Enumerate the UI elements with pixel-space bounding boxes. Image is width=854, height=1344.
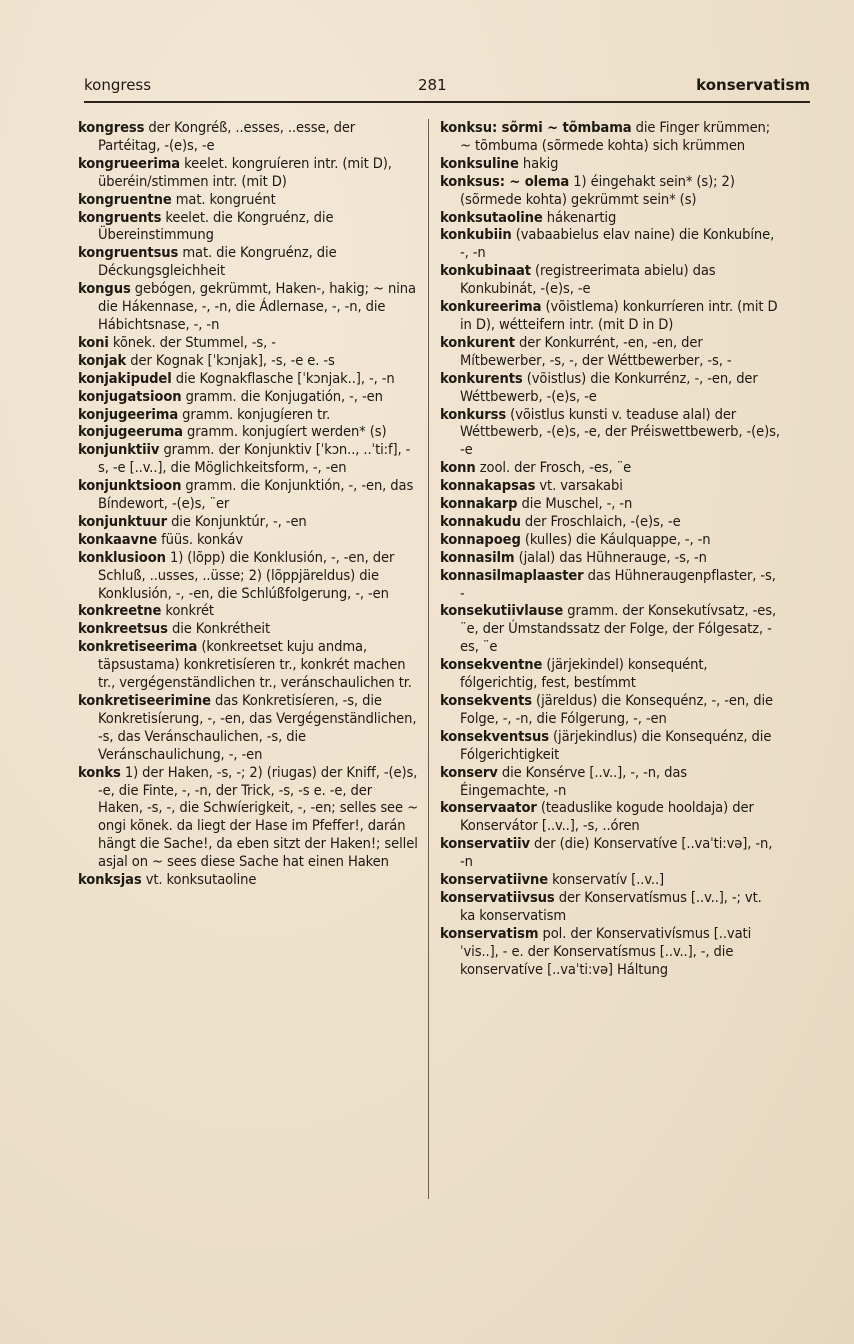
dictionary-entry xyxy=(440,173,780,209)
entry-definition: vt. konksutaoline xyxy=(141,871,257,889)
dictionary-entry xyxy=(78,119,418,155)
entry-headword: kongress xyxy=(78,119,145,136)
entry-headword: konnasilm xyxy=(440,548,515,566)
dictionary-entry xyxy=(440,728,780,764)
entry-headword: konksu: sõrmi ~ tõmbama xyxy=(440,119,632,136)
entry-headword: konsekutiivlause xyxy=(440,602,564,620)
entry-definition: keelet. die Kongruénz, die Übereinstimmung xyxy=(98,208,334,244)
entry-headword: konservatism xyxy=(440,924,539,942)
entry-headword: konjugatsioon xyxy=(78,387,182,405)
entry-headword: konkurss xyxy=(440,405,507,423)
dictionary-entry xyxy=(440,334,780,370)
page-number: 281 xyxy=(418,76,447,94)
dictionary-entry xyxy=(78,764,418,871)
entry-definition: (võistlus kunsti v. teaduse alal) der Wéttbewerb, -(e)s, -e, der Préiswettbewerb, -(e)s, -e xyxy=(460,405,780,459)
entry-headword: konkureerima xyxy=(440,298,542,316)
entry-headword: konn xyxy=(440,459,476,477)
entry-definition: der Konkurrént, -en, -en, der Mítbewerber, -s, -, der Wéttbewerber, -s, - xyxy=(460,333,732,369)
entry-headword: konservatiivne xyxy=(440,871,549,889)
entry-definition: der Kongréß, ..esses, ..esse, der Partéitag, -(e)s, -e xyxy=(98,119,356,154)
entry-headword: konksjas xyxy=(78,871,142,889)
entry-definition: pol. der Konservativísmus [..vatiˈvis..], - e. der Konservatísmus [..v..], -, die konservatíve [..vaˈti:və] Háltung xyxy=(460,924,752,978)
entry-headword: konksuline xyxy=(440,154,519,172)
dictionary-entry xyxy=(440,209,780,227)
entry-headword: konjugeeruma xyxy=(78,423,183,441)
dictionary-entry xyxy=(440,513,780,531)
entry-headword: konkubiin xyxy=(440,226,512,244)
dictionary-entry xyxy=(440,155,780,173)
entry-definition: hakig xyxy=(518,154,559,172)
dictionary-entry xyxy=(78,352,418,370)
dictionary-entry xyxy=(78,620,418,638)
entry-definition: (konkreetset kuju andma, täpsustama) konkretisíeren tr., konkrét machen tr., vergégenständlichen tr., veránschaulichen tr. xyxy=(98,638,412,692)
entry-headword: konkurent xyxy=(440,333,515,351)
entry-headword: konjugeerima xyxy=(78,405,179,423)
entry-headword: konkaavne xyxy=(78,530,158,548)
entry-definition: 1) der Haken, -s, -; 2) (riugas) der Kniff, -(e)s, -e, die Finte, -, -n, der Trick, -s, -s e. -e, der Haken, -s, -, die Schwíerigkeit, -, -en; selles see ~ ongi kõnek. da liegt der Hase im Pfeffer!, darán hängt die Sache!, da eben sitzt der Haken!; sellel asjal on ~ sees diese Sache hat einen Haken xyxy=(98,763,418,871)
dictionary-entry xyxy=(78,334,418,352)
entry-definition: gramm. die Konjugatión, -, -en xyxy=(181,387,383,405)
dictionary-entry xyxy=(440,889,780,925)
entry-definition: die Finger krümmen; ~ tõmbuma (sõrmede kohta) sich krümmen xyxy=(460,119,771,154)
left-column xyxy=(78,119,418,889)
dictionary-entry xyxy=(78,549,418,603)
entry-definition: die Konjunktúr, -, -en xyxy=(167,512,307,530)
dictionary-entry xyxy=(440,871,780,889)
dictionary-entry xyxy=(440,531,780,549)
entry-headword: konnapoeg xyxy=(440,530,521,548)
entry-headword: konsekvents xyxy=(440,692,532,709)
entry-headword: konklusioon xyxy=(78,548,166,566)
entry-definition: die Konsérve [..v..], -, -n, das Éingemachte, -n xyxy=(460,763,688,799)
entry-definition: konkrét xyxy=(161,602,214,620)
header-left-guideword: kongress xyxy=(84,76,152,94)
entry-headword: konnasilmaplaaster xyxy=(440,566,584,584)
dictionary-entry xyxy=(78,871,418,889)
dictionary-entry xyxy=(440,567,780,603)
entry-headword: konks xyxy=(78,763,121,781)
entry-definition: der (die) Konservatíve [..vaˈti:və], -n, -n xyxy=(460,835,773,871)
entry-headword: konksutaoline xyxy=(440,208,543,226)
entry-headword: konjunktsioon xyxy=(78,477,182,495)
entry-headword: koni xyxy=(78,333,109,351)
entry-definition: konservatív [..v..] xyxy=(548,871,665,889)
entry-definition: der Froschlaich, -(e)s, -e xyxy=(520,512,681,530)
entry-definition: das Hühneraugenpflaster, -s, - xyxy=(460,566,776,602)
entry-definition: (teaduslike kogude hooldaja) der Konservátor [..v..], -s, ..óren xyxy=(460,799,754,835)
entry-headword: konkretiseerima xyxy=(78,638,198,656)
entry-definition: (võistlema) konkurríeren intr. (mit D in D), wétteifern intr. (mit D in D) xyxy=(460,298,778,333)
dictionary-entry xyxy=(78,370,418,388)
entry-definition: (kulles) die Káulquappe, -, -n xyxy=(520,530,711,548)
dictionary-entry xyxy=(440,298,780,334)
entry-headword: kongus xyxy=(78,280,131,298)
entry-definition: (vabaabielus elav naine) die Konkubíne, -, -n xyxy=(460,226,775,262)
dictionary-entry xyxy=(78,280,418,334)
dictionary-entry xyxy=(440,119,780,155)
dictionary-entry xyxy=(440,764,780,800)
entry-definition: vt. varsakabi xyxy=(535,477,623,495)
entry-headword: konkubinaat xyxy=(440,262,531,280)
dictionary-entry xyxy=(78,531,418,549)
entry-headword: konkretiseerimine xyxy=(78,692,211,709)
dictionary-entry xyxy=(78,406,418,424)
entry-definition: 1) (lõpp) die Konklusión, -, -en, der Schluß, ..usses, ..üsse; 2) (lõppjäreldus) die Konklusión, -, -en, die Schlúßfolgerung, -, -en xyxy=(98,548,395,602)
entry-definition: das Konkretisíeren, -s, die Konkretisíerung, -, -en, das Vergégenständlichen, -s, das Veránschaulichen, -s, die Veránschaulichung, -, -en xyxy=(98,692,417,763)
dictionary-entry xyxy=(440,370,780,406)
entry-headword: konjakipudel xyxy=(78,369,172,387)
entry-headword: konsekventsus xyxy=(440,727,549,745)
entry-headword: konservatiivsus xyxy=(440,888,555,906)
entry-definition: der Kognak [ˈkɔnjak], -s, -e e. -s xyxy=(126,351,335,369)
dictionary-entry xyxy=(440,925,780,979)
entry-headword: konnakudu xyxy=(440,512,521,530)
dictionary-entry xyxy=(78,209,418,245)
dictionary-entry xyxy=(440,799,780,835)
entry-headword: konservaator xyxy=(440,799,537,817)
entry-definition: 1) éingehakt sein* (s); 2) (sõrmede kohta) gekrümmt sein* (s) xyxy=(460,172,735,208)
dictionary-entry xyxy=(78,692,418,764)
entry-definition: (järjekindlus) die Konsequénz, die Fólgerichtigkeit xyxy=(460,727,772,763)
entry-definition: die Kognakflasche [ˈkɔnjak..], -, -n xyxy=(171,369,395,387)
entry-headword: kongruentsus xyxy=(78,244,179,262)
entry-definition: zool. der Frosch, -es, ¨e xyxy=(475,459,632,477)
dictionary-entry xyxy=(440,549,780,567)
dictionary-entry xyxy=(440,602,780,656)
dictionary-entry xyxy=(440,262,780,298)
entry-headword: kongruents xyxy=(78,208,162,226)
dictionary-entry xyxy=(78,441,418,477)
entry-definition: hákenartig xyxy=(542,208,617,226)
entry-definition: gramm. der Konsekutívsatz, -es, ¨e, der Úmstandssatz der Folge, der Fólgesatz, -es, ¨e xyxy=(460,602,777,656)
dictionary-entry xyxy=(78,513,418,531)
entry-headword: konjak xyxy=(78,351,127,369)
entry-definition: der Konservatísmus [..v..], -; vt. ka konservatism xyxy=(460,888,762,924)
entry-definition: (jalal) das Hühnerauge, -s, -n xyxy=(514,548,707,566)
dictionary-entry xyxy=(78,477,418,513)
entry-definition: füüs. konkáv xyxy=(157,530,243,548)
dictionary-entry xyxy=(440,692,780,728)
page-header xyxy=(84,76,810,98)
entry-headword: konserv xyxy=(440,763,498,781)
entry-headword: konsekventne xyxy=(440,656,543,674)
entry-definition: mat. kongruént xyxy=(171,190,276,208)
entry-definition: die Muschel, -, -n xyxy=(517,495,633,513)
dictionary-entry xyxy=(78,388,418,406)
entry-definition: gramm. die Konjunktión, -, -en, das Bíndewort, -(e)s, ¨er xyxy=(98,477,414,513)
entry-definition: (võistlus) die Konkurrénz, -, -en, der Wéttbewerb, -(e)s, -e xyxy=(460,369,758,405)
dictionary-entry xyxy=(440,656,780,692)
entry-definition: gramm. der Konjunktiv [ˈkɔn.., ..ˈti:f], -s, -e [..v..], die Möglichkeitsform, -, -en xyxy=(98,441,411,477)
entry-definition: (järeldus) die Konsequénz, -, -en, die Folge, -, -n, die Fólgerung, -, -en xyxy=(460,692,773,727)
entry-headword: kongruentne xyxy=(78,190,172,208)
entry-headword: konkreetsus xyxy=(78,620,168,638)
entry-headword: konnakarp xyxy=(440,495,518,513)
entry-definition: (registreerimata abielu) das Konkubinát, -(e)s, -e xyxy=(460,262,716,298)
entry-definition: (järjekindel) konsequént, fólgerichtig, fest, bestímmt xyxy=(460,656,708,692)
entry-headword: konjunktuur xyxy=(78,512,167,530)
entry-headword: konjunktiiv xyxy=(78,441,160,459)
entry-headword: konservatiiv xyxy=(440,835,530,853)
column-divider xyxy=(428,119,429,1199)
entry-definition: gramm. konjugíert werden* (s) xyxy=(182,423,387,441)
dictionary-entry xyxy=(78,638,418,692)
header-right-guideword: konservatism xyxy=(696,76,810,94)
dictionary-entry xyxy=(440,459,780,477)
entry-definition: kõnek. der Stummel, -s, - xyxy=(108,333,276,351)
entry-headword: kongrueerima xyxy=(78,154,181,172)
dictionary-entry xyxy=(440,406,780,460)
entry-headword: konkreetne xyxy=(78,602,162,620)
dictionary-entry xyxy=(440,835,780,871)
header-rule xyxy=(84,101,810,103)
dictionary-entry xyxy=(440,477,780,495)
dictionary-entry xyxy=(440,226,780,262)
entry-definition: die Konkrétheit xyxy=(167,620,271,638)
dictionary-entry xyxy=(78,155,418,191)
entry-definition: gebógen, gekrümmt, Haken-, hakig; ~ nina die Hákennase, -, -n, die Ádlernase, -, -n, die Hábichtsnase, -, -n xyxy=(98,280,416,333)
dictionary-entry xyxy=(78,602,418,620)
entry-definition: keelet. kongruíeren intr. (mit D), überéin/stimmen intr. (mit D) xyxy=(98,154,392,190)
dictionary-entry xyxy=(78,191,418,209)
dictionary-entry xyxy=(78,423,418,441)
entry-headword: konnakapsas xyxy=(440,477,536,495)
dictionary-entry xyxy=(440,495,780,513)
dictionary-entry xyxy=(78,244,418,280)
entry-headword: konkurents xyxy=(440,369,523,387)
entry-definition: gramm. konjugíeren tr. xyxy=(178,405,331,423)
entry-headword: konksus: ~ olema xyxy=(440,172,570,190)
entry-definition: mat. die Kongruénz, die Déckungsgleichheit xyxy=(98,244,337,280)
right-column xyxy=(440,119,780,979)
